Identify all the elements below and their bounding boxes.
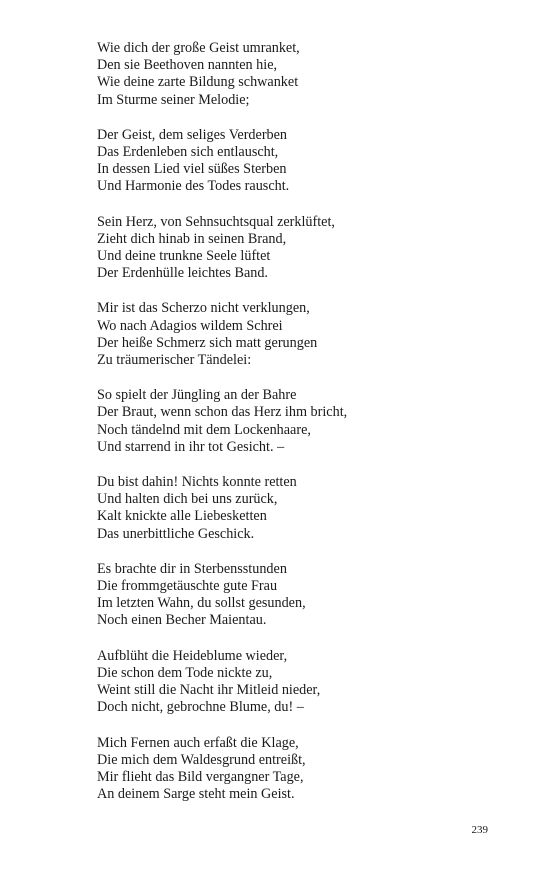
stanza: [97, 127, 517, 196]
verse-line: Der Braut, wenn schon das Herz ihm bricht,: [97, 404, 348, 421]
verse-line: Das unerbittliche Geschick.: [97, 525, 255, 542]
verse-line: So spielt der Jüngling an der Bahre: [97, 387, 297, 404]
verse-line: Den sie Beethoven nannten hie,: [97, 57, 278, 74]
verse-line: Wie deine zarte Bildung schwanket: [97, 74, 299, 91]
verse-line: An deinem Sarge steht mein Geist.: [97, 786, 295, 803]
verse-line: Wo nach Adagios wildem Schrei: [97, 317, 283, 334]
stanza: [97, 214, 517, 283]
stanza: [97, 648, 517, 717]
verse-line: Sein Herz, von Sehnsuchtsqual zerklüftet,: [97, 213, 335, 230]
verse-line: Im letzten Wahn, du sollst gesunden,: [97, 595, 306, 612]
verse-line: Kalt knickte alle Liebesketten: [97, 508, 267, 525]
stanza: [97, 735, 517, 804]
verse-line: In dessen Lied viel süßes Sterben: [97, 161, 287, 178]
verse-line: Der heiße Schmerz sich matt gerungen: [97, 334, 318, 351]
stanza: [97, 561, 517, 630]
verse-line: Die schon dem Tode nickte zu,: [97, 664, 273, 681]
verse-line: Das Erdenleben sich entlauscht,: [97, 144, 279, 161]
stanza: [97, 300, 517, 369]
verse-line: Zu träumerischer Tändelei:: [97, 352, 252, 369]
poem-body: [97, 40, 517, 821]
verse-line: Mich Fernen auch erfaßt die Klage,: [97, 734, 299, 751]
verse-line: Es brachte dir in Sterbensstunden: [97, 560, 287, 577]
verse-line: Und halten dich bei uns zurück,: [97, 491, 278, 508]
verse-line: Und deine trunkne Seele lüftet: [97, 248, 271, 265]
verse-line: Wie dich der große Geist umranket,: [97, 40, 300, 56]
verse-line: Die frommgetäuschte gute Frau: [97, 578, 278, 595]
verse-line: Aufblüht die Heideblume wieder,: [97, 647, 288, 664]
stanza: [97, 387, 517, 456]
verse-line: Der Erdenhülle leichtes Band.: [97, 265, 268, 282]
verse-line: Weint still die Nacht ihr Mitleid nieder,: [97, 682, 321, 699]
verse-line: Noch einen Becher Maientau.: [97, 612, 267, 629]
verse-line: Mir ist das Scherzo nicht verklungen,: [97, 300, 310, 317]
verse-line: Du bist dahin! Nichts konnte retten: [97, 474, 297, 491]
verse-line: Doch nicht, gebrochne Blume, du! –: [97, 699, 304, 716]
verse-line: Und Harmonie des Todes rauscht.: [97, 178, 290, 195]
verse-line: Noch tändelnd mit dem Lockenhaare,: [97, 421, 311, 438]
stanza: [97, 40, 517, 109]
verse-line: Und starrend in ihr tot Gesicht. –: [97, 438, 285, 455]
stanza: [97, 474, 517, 543]
verse-line: Die mich dem Waldesgrund entreißt,: [97, 751, 306, 768]
verse-line: Zieht dich hinab in seinen Brand,: [97, 230, 287, 247]
page-number: 239: [471, 824, 488, 836]
verse-line: Der Geist, dem seliges Verderben: [97, 126, 288, 143]
verse-line: Im Sturme seiner Melodie;: [97, 91, 250, 108]
verse-line: Mir flieht das Bild vergangner Tage,: [97, 768, 304, 785]
